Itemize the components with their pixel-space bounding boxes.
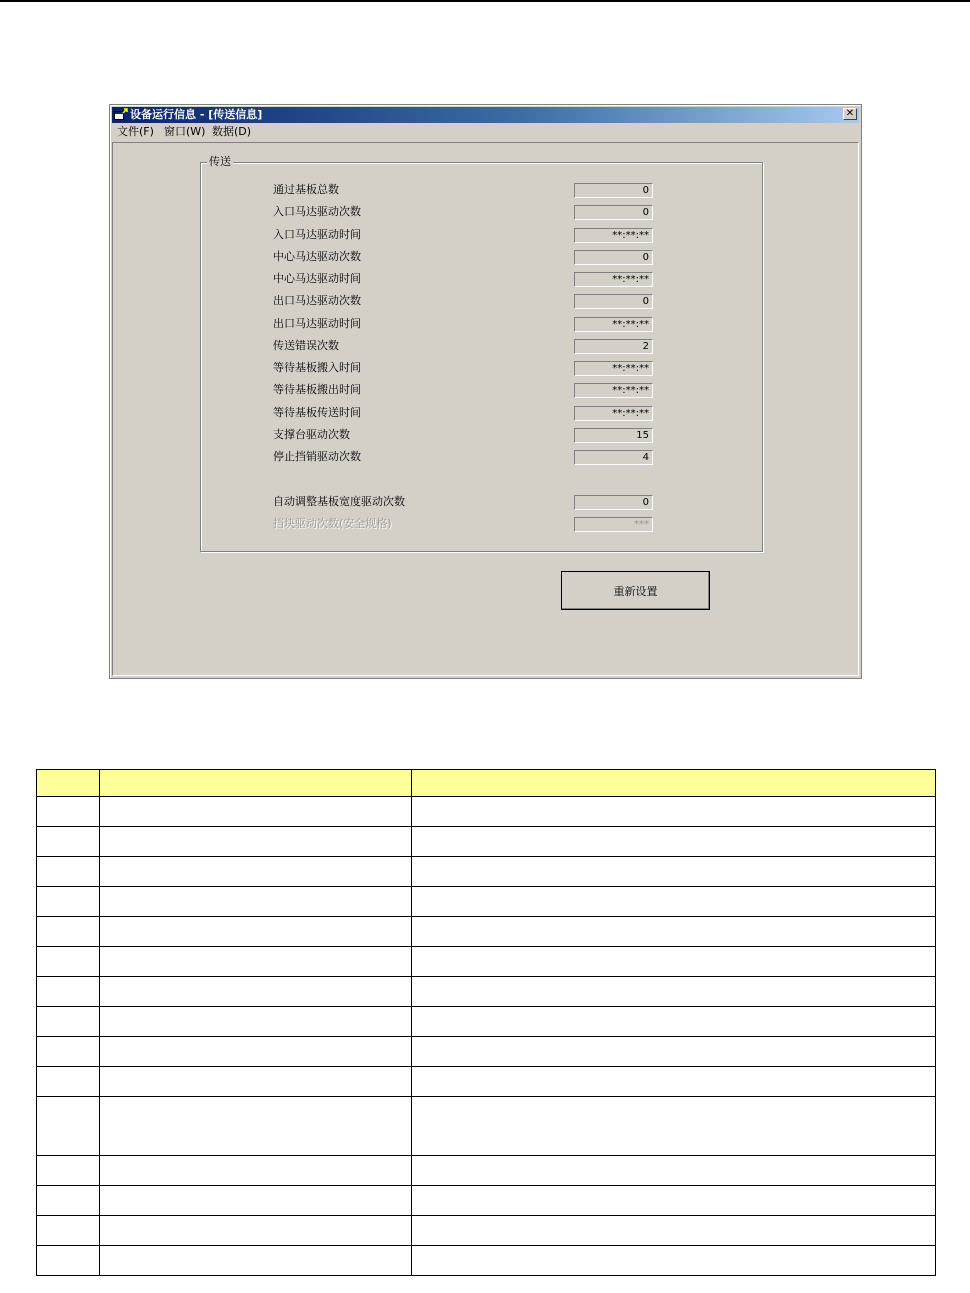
table-cell [100, 1037, 412, 1067]
field-value-stop-pin-count: 4 [574, 450, 653, 465]
table-cell [100, 797, 412, 827]
table-cell [412, 1097, 936, 1156]
menu-file[interactable]: 文件(F) [117, 125, 154, 138]
field-value-transfer-error-count: 2 [574, 339, 653, 354]
field-label-auto-width-count: 自动调整基板宽度驱动次数 [273, 495, 405, 508]
menu-window[interactable]: 窗口(W) [164, 125, 206, 138]
table-row [37, 797, 936, 827]
close-button[interactable] [843, 108, 857, 120]
table-header-cell [412, 770, 936, 797]
table-cell [412, 797, 936, 827]
table-row [37, 1246, 936, 1276]
table-row [37, 1186, 936, 1216]
description-table [36, 769, 936, 1276]
table-row [37, 1067, 936, 1097]
field-value-center-motor-count: 0 [574, 250, 653, 265]
table-cell [37, 1097, 100, 1156]
field-label-wait-transfer-time: 等待基板传送时间 [273, 406, 361, 419]
device-info-window [109, 104, 862, 679]
table-cell [100, 1156, 412, 1186]
field-value-center-motor-time: **:**:** [574, 272, 653, 287]
field-value-total-boards: 0 [574, 183, 653, 198]
menu-bar [112, 124, 859, 140]
close-icon: ✕ [845, 108, 855, 119]
table-cell [37, 857, 100, 887]
table-cell [37, 1246, 100, 1276]
field-label-entry-motor-count: 入口马达驱动次数 [273, 205, 361, 218]
table-row [37, 1007, 936, 1037]
table-row [37, 1156, 936, 1186]
field-value-auto-width-count: 0 [574, 495, 653, 510]
table-cell [37, 827, 100, 857]
table-row [37, 1097, 936, 1156]
table-row [37, 887, 936, 917]
table-cell [37, 1037, 100, 1067]
table-cell [412, 1216, 936, 1246]
reset-button[interactable]: 重新设置 [561, 571, 710, 610]
table-cell [100, 887, 412, 917]
table-cell [412, 1156, 936, 1186]
app-window-icon [114, 108, 128, 121]
window-title: 设备运行信息 - [传送信息] [130, 108, 263, 121]
field-label-entry-motor-time: 入口马达驱动时间 [273, 228, 361, 241]
table-row [37, 1216, 936, 1246]
client-area [112, 142, 859, 676]
table-cell [100, 827, 412, 857]
table-cell [37, 887, 100, 917]
table-cell [412, 917, 936, 947]
table-cell [100, 1216, 412, 1246]
field-value-wait-load-time: **:**:** [574, 361, 653, 376]
table-cell [37, 977, 100, 1007]
table-cell [100, 947, 412, 977]
table-cell [412, 1067, 936, 1097]
field-label-support-table-count: 支撑台驱动次数 [273, 428, 350, 441]
table-row [37, 827, 936, 857]
table-cell [100, 917, 412, 947]
table-cell [37, 797, 100, 827]
field-value-wait-unload-time: **:**:** [574, 383, 653, 398]
table-cell [412, 857, 936, 887]
field-label-transfer-error-count: 传送错误次数 [273, 339, 339, 352]
table-cell [100, 1246, 412, 1276]
table-cell [37, 1007, 100, 1037]
table-header-cell [37, 770, 100, 797]
groupbox-label: 传送 [209, 155, 231, 168]
menu-data[interactable]: 数据(D) [212, 125, 252, 138]
table-row [37, 947, 936, 977]
table-cell [37, 1186, 100, 1216]
table-cell [412, 887, 936, 917]
field-value-entry-motor-count: 0 [574, 205, 653, 220]
transfer-groupbox [200, 155, 763, 552]
page-top-rule [0, 0, 970, 2]
table-row [37, 857, 936, 887]
table-cell [412, 1246, 936, 1276]
field-label-total-boards: 通过基板总数 [273, 183, 339, 196]
title-bar[interactable] [112, 107, 859, 123]
table-row [37, 977, 936, 1007]
table-cell [37, 1156, 100, 1186]
field-value-exit-motor-count: 0 [574, 294, 653, 309]
table-cell [100, 1067, 412, 1097]
table-cell [412, 977, 936, 1007]
table-cell [412, 1186, 936, 1216]
table-body [37, 797, 936, 1276]
field-value-stopper-count-safety: *** [574, 517, 653, 532]
field-value-entry-motor-time: **:**:** [574, 228, 653, 243]
table-row [37, 1037, 936, 1067]
field-label-exit-motor-time: 出口马达驱动时间 [273, 317, 361, 330]
field-label-stop-pin-count: 停止挡销驱动次数 [273, 450, 361, 463]
table-cell [100, 1097, 412, 1156]
table-cell [412, 947, 936, 977]
table-cell [412, 827, 936, 857]
field-label-stopper-count-safety: 挡块驱动次数(安全规格) [273, 517, 392, 530]
field-value-wait-transfer-time: **:**:** [574, 406, 653, 421]
field-label-exit-motor-count: 出口马达驱动次数 [273, 294, 361, 307]
table-row [37, 917, 936, 947]
field-label-wait-load-time: 等待基板搬入时间 [273, 361, 361, 374]
table-cell [100, 857, 412, 887]
table-header-row [37, 770, 936, 797]
table-cell [37, 1067, 100, 1097]
field-label-center-motor-time: 中心马达驱动时间 [273, 272, 361, 285]
table-cell [412, 1037, 936, 1067]
table-cell [37, 1216, 100, 1246]
field-label-wait-unload-time: 等待基板搬出时间 [273, 383, 361, 396]
field-value-support-table-count: 15 [574, 428, 653, 443]
table-cell [412, 1007, 936, 1037]
table-cell [100, 1186, 412, 1216]
field-value-exit-motor-time: **:**:** [574, 317, 653, 332]
table-header-cell [100, 770, 412, 797]
table-cell [37, 947, 100, 977]
table-cell [37, 917, 100, 947]
table-cell [100, 977, 412, 1007]
table-cell [100, 1007, 412, 1037]
field-label-center-motor-count: 中心马达驱动次数 [273, 250, 361, 263]
